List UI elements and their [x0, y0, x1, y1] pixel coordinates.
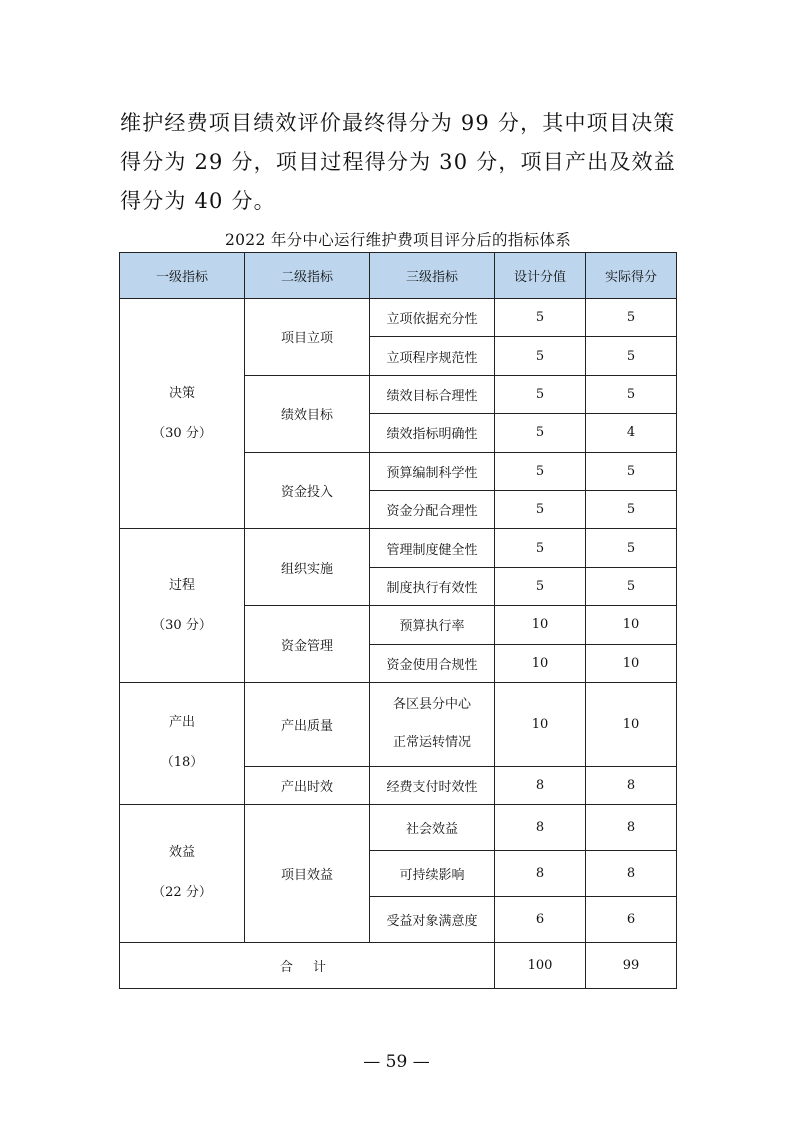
actual-score-cell: 10: [586, 644, 677, 682]
actual-score-cell: 5: [586, 299, 677, 337]
actual-score-cell: 5: [586, 567, 677, 605]
level1-name: 效益: [168, 845, 195, 861]
level2-cell: 项目效益: [245, 804, 370, 942]
table-row: [120, 299, 677, 337]
level1-cell: [120, 299, 245, 529]
level2-cell: 组织实施: [245, 529, 370, 606]
level3-cell: 资金使用合规性: [370, 644, 495, 682]
header-design-score: 设计分值: [495, 253, 586, 299]
header-actual-score: 实际得分: [586, 253, 677, 299]
actual-score-cell: 5: [586, 529, 677, 567]
table-caption: 2022 年分中心运行维护费项目评分后的指标体系: [224, 231, 572, 249]
level2-cell: 资金投入: [245, 452, 370, 529]
level3-cell: 可持续影响: [370, 850, 495, 896]
level3-cell: [370, 682, 495, 766]
table-header-row: [120, 253, 677, 299]
design-score-cell: 5: [495, 375, 586, 413]
level3-cell: 制度执行有效性: [370, 567, 495, 605]
actual-score-cell: 4: [586, 414, 677, 452]
design-score-cell: 5: [495, 414, 586, 452]
level2-cell: 资金管理: [245, 606, 370, 683]
level1-name: 过程: [168, 577, 195, 593]
table-row: [120, 682, 677, 766]
level1-score: （30 分）: [152, 425, 212, 441]
actual-score-cell: 8: [586, 850, 677, 896]
level1-cell: [120, 682, 245, 804]
table-row: [120, 804, 677, 850]
total-actual-score: 99: [586, 942, 677, 988]
total-row: [120, 942, 677, 988]
design-score-cell: 8: [495, 804, 586, 850]
actual-score-cell: 5: [586, 490, 677, 528]
level3-cell: 经费支付时效性: [370, 766, 495, 804]
level3-cell: 管理制度健全性: [370, 529, 495, 567]
design-score-cell: 5: [495, 299, 586, 337]
level1-cell: [120, 529, 245, 683]
design-score-cell: 5: [495, 567, 586, 605]
level3-cell: 预算编制科学性: [370, 452, 495, 490]
actual-score-cell: 5: [586, 452, 677, 490]
level1-score: （30 分）: [152, 617, 212, 633]
level1-name: 决策: [168, 385, 195, 401]
total-label: 合 计: [120, 942, 495, 988]
design-score-cell: 10: [495, 682, 586, 766]
header-level1: 一级指标: [120, 253, 245, 299]
level3-cell: 绩效目标合理性: [370, 375, 495, 413]
level3-cell: 社会效益: [370, 804, 495, 850]
level2-cell: 产出时效: [245, 766, 370, 804]
level3-line: 各区县分中心: [392, 697, 471, 713]
level2-cell: 产出质量: [245, 682, 370, 766]
design-score-cell: 10: [495, 644, 586, 682]
level3-cell: 立项依据充分性: [370, 299, 495, 337]
level3-cell: 预算执行率: [370, 606, 495, 644]
header-level2: 二级指标: [245, 253, 370, 299]
design-score-cell: 8: [495, 766, 586, 804]
design-score-cell: 5: [495, 490, 586, 528]
actual-score-cell: 6: [586, 896, 677, 942]
level3-cell: 立项程序规范性: [370, 337, 495, 375]
body-paragraph: 维护经费项目绩效评价最终得分为 99 分，其中项目决策得分为 29 分，项目过程得分为 30 分，项目产出及效益得分为 40 分。: [120, 111, 676, 213]
level3-cell: 资金分配合理性: [370, 490, 495, 528]
level1-score: （22 分）: [152, 885, 212, 901]
level1-name: 产出: [168, 715, 195, 731]
design-score-cell: 8: [495, 850, 586, 896]
header-level3: 三级指标: [370, 253, 495, 299]
design-score-cell: 6: [495, 896, 586, 942]
actual-score-cell: 8: [586, 804, 677, 850]
actual-score-cell: 10: [586, 606, 677, 644]
design-score-cell: 5: [495, 337, 586, 375]
level1-score: （18）: [160, 755, 204, 771]
design-score-cell: 5: [495, 529, 586, 567]
level3-line: 正常运转情况: [392, 735, 471, 751]
level1-cell: [120, 804, 245, 942]
level3-cell: 受益对象满意度: [370, 896, 495, 942]
design-score-cell: 10: [495, 606, 586, 644]
actual-score-cell: 10: [586, 682, 677, 766]
page-number: — 59 —: [363, 1052, 430, 1072]
actual-score-cell: 5: [586, 337, 677, 375]
actual-score-cell: 5: [586, 375, 677, 413]
actual-score-cell: 8: [586, 766, 677, 804]
total-design-score: 100: [495, 942, 586, 988]
level2-cell: 项目立项: [245, 299, 370, 376]
level2-cell: 绩效目标: [245, 375, 370, 452]
table-row: [120, 529, 677, 567]
level3-cell: 绩效指标明确性: [370, 414, 495, 452]
design-score-cell: 5: [495, 452, 586, 490]
indicator-table: [119, 252, 677, 989]
